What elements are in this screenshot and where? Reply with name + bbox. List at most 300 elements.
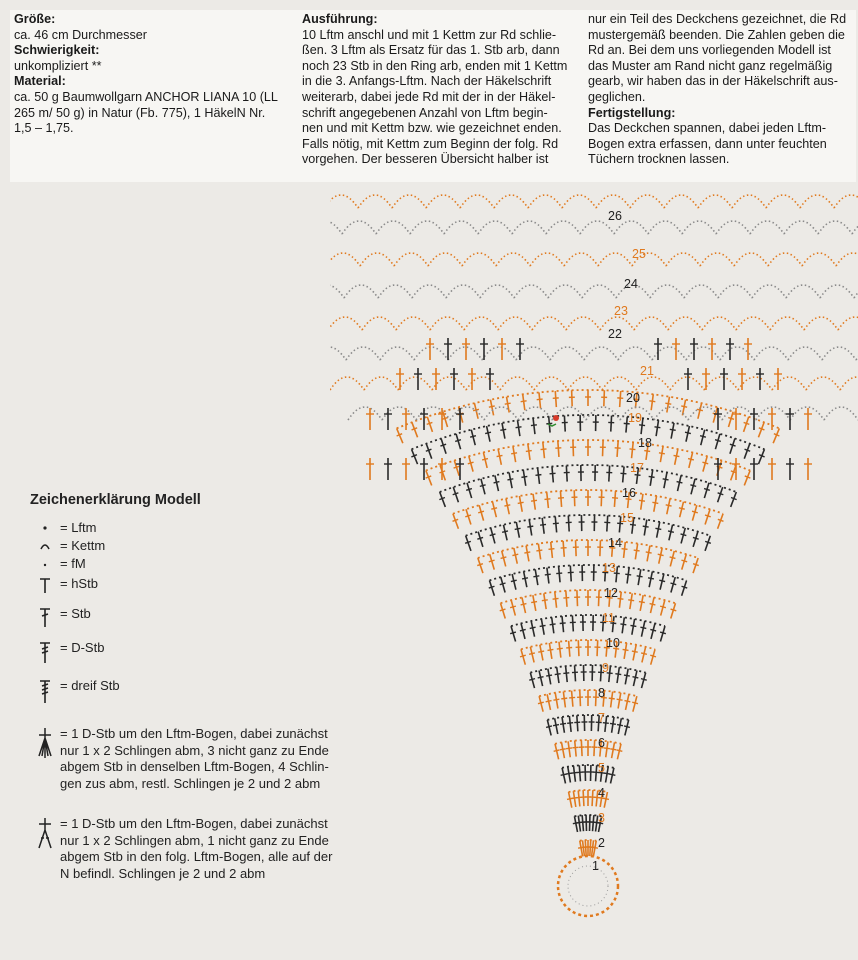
round-number: 21	[640, 364, 654, 378]
loop-arc	[330, 377, 364, 390]
execution-line: Falls nötig, mit Kettm zum Beginn der folg. Rd	[302, 136, 559, 151]
split-cluster-icon	[30, 816, 60, 850]
round-number: 10	[606, 636, 620, 650]
stitch	[607, 516, 608, 532]
loop-arc	[718, 285, 752, 298]
stitch	[535, 569, 538, 585]
loop-arc	[568, 377, 602, 390]
stitch-bar	[489, 406, 495, 407]
stitch	[656, 420, 658, 436]
stitch-bar	[522, 578, 528, 579]
stitch	[524, 572, 527, 588]
loop-arc	[444, 221, 478, 234]
stitch	[617, 667, 619, 683]
stitch-bar	[623, 649, 629, 650]
stitch	[555, 592, 557, 608]
stitch-bar	[650, 604, 656, 605]
legend-item-cluster	[30, 726, 329, 792]
stitch	[523, 470, 525, 486]
stitch-bar	[571, 772, 577, 773]
stitch-bar	[427, 422, 433, 424]
material-line: 1,5 – 1,75.	[14, 121, 74, 136]
stitch	[624, 643, 627, 659]
legend-item-kettm: = Kettm	[30, 538, 105, 555]
stitch	[578, 790, 580, 806]
loop-arc	[766, 195, 800, 208]
stitch	[562, 742, 565, 758]
stitch	[563, 541, 564, 557]
round-number: 14	[608, 536, 622, 550]
stitch-bar	[515, 528, 521, 529]
loop-arc	[330, 317, 362, 330]
loop-arc	[648, 221, 682, 234]
difficulty-text: unkompliziert **	[14, 58, 102, 73]
stitch	[542, 518, 544, 534]
stitch	[544, 593, 546, 609]
stitch-bar	[652, 502, 658, 503]
stitch-bar	[655, 528, 661, 529]
loop-arc	[698, 195, 732, 208]
material-line: 265 m/ 50 g) in Natur (Fb. 775), 1 HäkelN Nr.	[14, 105, 266, 120]
cluster-line: abgem Stb in denselben Lftm-Bogen, 4 Schlin-	[60, 759, 329, 774]
stitch-bar	[674, 455, 680, 456]
instructions-panel	[10, 10, 856, 182]
stitch-bar	[690, 485, 696, 487]
stitch-bar	[538, 702, 544, 703]
loop-arc	[464, 317, 498, 330]
stitch-bar	[617, 699, 623, 700]
loop-arc	[330, 285, 344, 298]
stitch	[585, 840, 586, 856]
stitch-bar	[681, 406, 687, 407]
execution-line: weiterarb, dabei jede Rd mit der in der Häkel-	[302, 89, 556, 104]
loop-arc	[480, 285, 514, 298]
legend-item-fm: = fM	[30, 556, 86, 573]
loop-arc	[700, 253, 734, 266]
loop-arc	[584, 347, 618, 360]
stitch-bar	[622, 549, 628, 550]
stitch	[503, 525, 507, 541]
loop-arc	[466, 377, 500, 390]
stitch	[547, 568, 549, 584]
stitch	[698, 403, 702, 419]
stitch-bar	[453, 519, 459, 521]
stitch-bar	[545, 574, 551, 575]
stitch	[495, 475, 499, 491]
stitch-bar	[628, 600, 634, 601]
stitch-bar	[516, 427, 522, 428]
stitch	[664, 472, 667, 488]
continuation-line: das Muster am Rand nicht ganz regelmäßig	[588, 58, 833, 73]
stitch	[547, 492, 549, 508]
stitch-bar	[468, 462, 474, 464]
stitch	[533, 494, 535, 510]
stitch	[498, 449, 501, 465]
stitch	[649, 572, 652, 588]
stitch	[657, 522, 660, 538]
stitch	[549, 643, 552, 659]
stitch	[555, 744, 559, 760]
stitch	[632, 442, 634, 458]
stitch	[490, 400, 493, 416]
stitch-bar	[688, 459, 694, 460]
stitch	[633, 670, 637, 686]
stitch	[603, 440, 604, 456]
stitch-bar	[560, 623, 566, 624]
stitch-bar	[489, 560, 495, 562]
stitch	[654, 496, 657, 512]
stitch-bar	[644, 451, 650, 452]
stitch-bar	[649, 476, 655, 477]
stitch-bar	[521, 604, 527, 605]
stitch	[522, 597, 526, 613]
loop-arc	[664, 195, 698, 208]
finishing-line: Tüchern trocknen lassen.	[588, 152, 730, 167]
stitch-bar	[666, 505, 672, 506]
stitch-bar	[660, 632, 666, 634]
round-number: 24	[624, 277, 638, 291]
stitch-bar	[527, 526, 533, 527]
execution-line: ßen. 3 Lftm als Ersatz für das 1. Stb arb, dann	[302, 43, 560, 58]
stitch	[641, 494, 643, 510]
stitch	[562, 768, 565, 784]
loop-arc	[342, 221, 376, 234]
stitch	[502, 423, 505, 439]
loop-arc	[684, 285, 718, 298]
stitch	[581, 740, 582, 756]
stitch-bar	[482, 459, 488, 460]
stitch	[555, 718, 558, 734]
stitch-bar	[504, 505, 510, 506]
stitch	[555, 391, 556, 407]
stitch	[578, 640, 579, 656]
stitch-bar	[634, 550, 640, 551]
loop-arc	[330, 195, 358, 208]
stitch-bar	[541, 449, 547, 450]
legend-title: Zeichenerklärung Modell	[30, 492, 201, 508]
round-number: 19	[628, 411, 642, 425]
finishing-line: Bogen extra erfassen, dann unter feuchten	[588, 136, 827, 151]
legend-item-stb: = Stb	[30, 606, 91, 628]
stitch-bar	[536, 550, 542, 551]
stitch	[538, 544, 540, 560]
stitch-bar	[670, 429, 676, 430]
stitch	[606, 767, 609, 783]
stitch-bar	[648, 578, 654, 579]
stitch-bar	[704, 489, 710, 491]
loop-arc	[716, 221, 750, 234]
round-number: 22	[608, 327, 622, 341]
stitch-bar	[554, 750, 560, 751]
stitch-bar	[650, 655, 656, 657]
loop-arc	[720, 347, 754, 360]
stitch	[566, 591, 567, 607]
treble-crochet-icon	[30, 640, 60, 664]
continuation-line: mustergemäß beenden. Die Zahlen geben die	[588, 27, 845, 42]
stitch-bar	[538, 651, 544, 652]
loop-arc	[550, 347, 584, 360]
stitch-bar	[556, 573, 562, 574]
stitch	[630, 593, 632, 609]
stitch-bar	[494, 482, 500, 483]
stitch-bar	[553, 523, 559, 524]
materials-column	[14, 12, 294, 137]
stitch	[564, 416, 565, 432]
loop-arc	[348, 407, 382, 420]
stitch	[632, 619, 635, 635]
stitch-bar	[546, 726, 552, 727]
stitch-bar	[521, 476, 527, 477]
stitch-bar	[620, 473, 626, 474]
stitch-bar	[477, 564, 483, 566]
stitch-bar	[560, 723, 566, 724]
arc-icon	[30, 538, 60, 554]
stitch-bar	[550, 624, 556, 625]
stitch	[514, 548, 517, 564]
stitch	[548, 669, 551, 685]
stitch	[560, 491, 561, 507]
stitch	[598, 590, 599, 606]
loop-arc	[364, 377, 398, 390]
stitch	[516, 522, 519, 538]
execution-line: noch 23 Stb in den Ring arb, enden mit 1 Kettm	[302, 58, 568, 73]
loop-arc	[496, 253, 530, 266]
loop-arc	[668, 317, 702, 330]
stitch-bar	[682, 586, 688, 588]
stitch	[570, 565, 571, 581]
stitch	[578, 816, 580, 832]
stitch-bar	[700, 436, 706, 437]
stitch	[547, 694, 550, 710]
stitch	[555, 693, 558, 709]
execution-line: schrift angegebenen Anzahl von Lftm begin-	[302, 105, 548, 120]
round-number: 3	[598, 811, 605, 825]
stitch-bar	[465, 515, 471, 517]
loop-arc	[430, 317, 464, 330]
stitch-bar	[569, 697, 575, 698]
loop-arc	[670, 377, 704, 390]
stitch	[594, 740, 595, 756]
loop-arc	[736, 317, 770, 330]
stitch	[573, 440, 574, 456]
stitch	[523, 394, 525, 410]
round-number: 13	[602, 561, 616, 575]
stitch-bar	[510, 632, 516, 634]
loop-arc	[804, 317, 838, 330]
stitch-bar	[660, 606, 666, 608]
stitch-bar	[555, 674, 561, 675]
stitch	[650, 597, 654, 613]
stitch-bar	[560, 749, 566, 750]
stitch	[540, 645, 543, 661]
stitch-bar	[540, 524, 546, 525]
stitch	[596, 765, 597, 781]
stitch	[618, 693, 621, 709]
stitch	[555, 516, 556, 532]
round-arc	[440, 465, 737, 492]
stitch-bar	[632, 651, 638, 652]
round-number: 9	[602, 661, 609, 675]
stitch	[609, 466, 610, 482]
stitch	[641, 621, 644, 637]
stitch-bar	[693, 564, 699, 566]
loop-arc	[770, 317, 804, 330]
loop-arc	[512, 221, 546, 234]
loop-arc	[822, 347, 856, 360]
stitch	[569, 716, 571, 732]
stitch-bar	[745, 449, 751, 451]
stitch-bar	[728, 418, 734, 420]
loop-arc	[428, 253, 462, 266]
stitch	[592, 790, 593, 806]
stitch-bar	[480, 485, 486, 487]
stitch	[573, 791, 575, 807]
stitch-bar	[604, 773, 610, 774]
continuation-line: nur ein Teil des Deckchens gezeichnet, die Rd	[588, 12, 847, 26]
continuation-line: Rd an. Bei dem uns vorliegenden Modell ist	[588, 43, 831, 58]
stitch-bar	[681, 534, 687, 536]
stitch	[593, 815, 594, 831]
stitch-bar	[629, 449, 635, 450]
stitch	[580, 690, 581, 706]
stitch	[529, 520, 532, 536]
loop-arc	[534, 377, 568, 390]
stitch	[617, 441, 618, 457]
stitch-bar	[478, 511, 484, 513]
stitch-bar	[561, 774, 567, 775]
loop-arc	[330, 347, 346, 360]
stitch-bar	[454, 466, 460, 468]
loop-arc	[636, 377, 670, 390]
stitch	[526, 546, 529, 562]
loop-arc	[378, 285, 412, 298]
round-number: 12	[604, 586, 618, 600]
stitch-bar	[697, 409, 703, 410]
stitch-bar	[470, 436, 476, 437]
loop-arc	[852, 221, 858, 234]
stitch-bar	[510, 606, 516, 608]
legend-item-hstb: = hStb	[30, 576, 98, 594]
stitch-bar	[529, 679, 535, 681]
stitch	[617, 744, 621, 760]
stitch	[619, 592, 621, 608]
start-ring	[558, 856, 618, 916]
execution-line: nen und mit Kettm bzw. wie gezeichnet enden.	[302, 121, 562, 136]
loop-arc	[734, 253, 768, 266]
round-arc	[547, 715, 628, 720]
loop-arc	[630, 195, 664, 208]
size-heading: Größe:	[14, 12, 56, 26]
loop-arc	[478, 221, 512, 234]
stitch	[562, 616, 564, 632]
stitch	[572, 691, 573, 707]
stitch-bar	[524, 552, 530, 553]
stitch-bar	[744, 422, 750, 424]
stitch	[568, 516, 569, 532]
stitch	[669, 525, 673, 541]
stitch	[538, 468, 540, 484]
stitch-bar	[702, 462, 708, 464]
stitch-bar	[616, 750, 622, 751]
stitch	[517, 420, 519, 436]
execution-line: in die 3. Anfangs-Lftm. Nach der Häkelschrift	[302, 74, 552, 89]
round-number: 2	[598, 836, 605, 850]
stitch	[611, 416, 612, 432]
stitch	[611, 692, 613, 708]
stitch-bar	[511, 580, 517, 581]
stitch-bar	[646, 552, 652, 553]
stitch-bar	[617, 725, 623, 726]
loop-arc	[500, 377, 534, 390]
stitch-bar	[531, 425, 537, 426]
loop-arc	[462, 253, 496, 266]
stitch-bar	[641, 679, 647, 681]
stitch	[651, 394, 653, 410]
loop-arc	[602, 377, 636, 390]
stitch-bar	[620, 624, 626, 625]
stitch-bar	[693, 537, 699, 539]
stitch-bar	[679, 508, 685, 509]
stitch-bar	[659, 580, 665, 581]
stitch	[575, 665, 576, 681]
stitch	[559, 566, 560, 582]
stitch-bar	[537, 399, 543, 400]
finishing-line: Das Deckchen spannen, dabei jeden Lftm-	[588, 121, 827, 136]
stitch	[531, 621, 534, 637]
loop-arc	[484, 407, 518, 420]
loop-arc	[564, 253, 598, 266]
round-number: 17	[630, 461, 644, 475]
stitch	[616, 566, 617, 582]
loop-arc	[380, 347, 414, 360]
stitch	[675, 449, 678, 465]
stitch	[519, 496, 522, 512]
stitch-bar	[550, 473, 556, 474]
loop-arc	[460, 195, 494, 208]
stitch-bar	[730, 444, 736, 446]
stitch-bar	[668, 531, 674, 532]
loop-arc	[836, 253, 858, 266]
half-double-crochet-icon	[30, 576, 60, 594]
stitch	[650, 470, 652, 486]
stitch-bar	[548, 549, 554, 550]
loop-arc	[330, 253, 360, 266]
stitch-bar	[705, 541, 711, 543]
stitch-bar	[685, 432, 691, 433]
execution-heading: Ausführung:	[302, 12, 378, 26]
stitch-bar	[566, 748, 572, 749]
loop-arc	[394, 253, 428, 266]
stitch	[612, 717, 614, 733]
loop-arc	[768, 253, 802, 266]
continuation-line: geglichen.	[588, 89, 646, 104]
stitch	[633, 645, 636, 661]
triple-treble-icon	[30, 678, 60, 704]
stitch-bar	[563, 673, 569, 674]
loop-arc	[446, 285, 480, 298]
stitch	[659, 548, 662, 564]
round-number: 26	[608, 209, 622, 223]
stitch-bar	[641, 653, 647, 654]
stitch-bar	[497, 455, 503, 456]
loop-arc	[346, 347, 380, 360]
stitch-bar	[677, 482, 683, 483]
loop-arc	[358, 195, 392, 208]
stitch	[606, 741, 608, 757]
loop-arc	[800, 195, 834, 208]
stitch-bar	[610, 723, 616, 724]
stitch	[487, 426, 490, 442]
